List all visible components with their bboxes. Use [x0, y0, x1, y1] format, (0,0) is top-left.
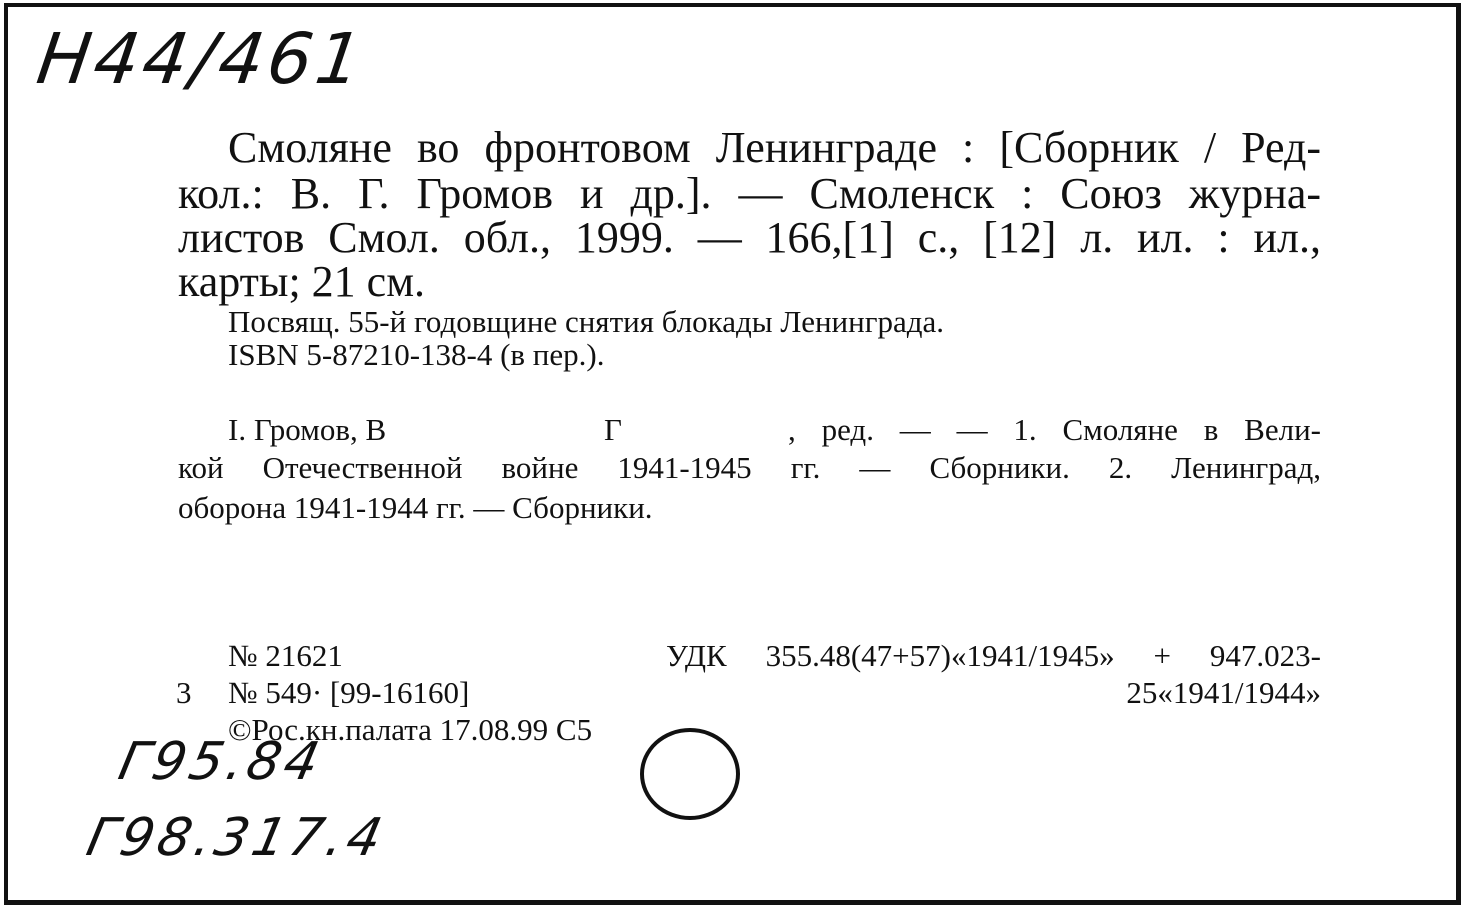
- tracing-line-3: оборона 1941-1944 гг. — Сборники.: [178, 490, 653, 525]
- handwritten-shelfmark: Н44/461: [32, 18, 371, 100]
- udc-line-1: УДК 355.48(47+57)«1941/1945» + 947.023-: [666, 638, 1321, 673]
- handwritten-class-code-1: Г95.84: [113, 732, 329, 792]
- entry-line-3: листов Смол. обл., 1999. — 166,[1] с., [12] л. ил. : ил.,: [178, 213, 1321, 262]
- tracing-line-1: , ред. — — 1. Смоляне в Вели-: [788, 412, 1321, 447]
- tracing-author: I. Громов, В: [228, 412, 387, 447]
- card-border-right: [1456, 3, 1461, 905]
- card-border-bottom: [6, 900, 1459, 905]
- entry-line-4: карты; 21 см.: [178, 257, 426, 306]
- card-border-top: [6, 3, 1459, 7]
- entry-line-1: Смоляне во фронтовом Ленинграде : [Сборник / Ред-: [228, 123, 1321, 172]
- tracing-line-2: кой Отечественной войне 1941-1945 гг. — Сборники. 2. Ленинград,: [178, 450, 1321, 485]
- dedication-note: Посвящ. 55-й годовщине снятия блокады Ленинграда.: [228, 304, 944, 339]
- record-number: № 21621: [228, 638, 343, 673]
- udc-line-2: 25«1941/1944»: [1126, 675, 1321, 710]
- record-prefix: 3: [176, 675, 192, 710]
- book-chamber-stamp: ©Рос.кн.палата 17.08.99 С5: [228, 712, 593, 747]
- card-border-left: [4, 3, 8, 905]
- punch-hole: [640, 728, 740, 820]
- tracing-initial: Г: [604, 412, 622, 447]
- order-number: № 549· [99-16160]: [228, 675, 470, 710]
- handwritten-class-code-2: Г98.317.4: [81, 808, 391, 868]
- isbn-note: ISBN 5-87210-138-4 (в пер.).: [228, 337, 605, 372]
- entry-line-2: кол.: В. Г. Громов и др.]. — Смоленск : Союз журна-: [178, 169, 1321, 218]
